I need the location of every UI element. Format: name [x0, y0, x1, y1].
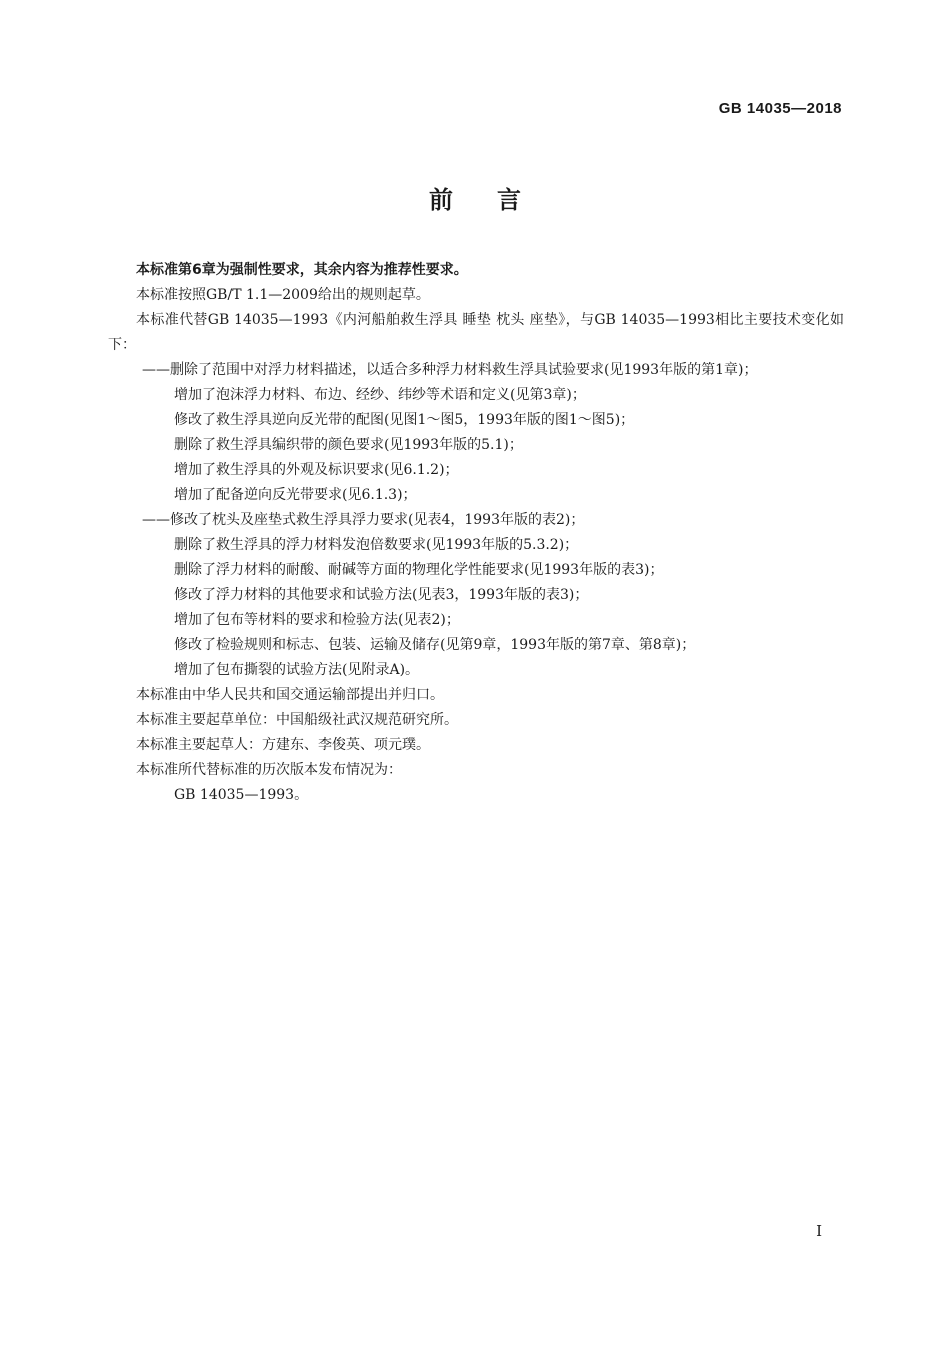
change-group-1-lead: ——删除了范围中对浮力材料描述，以适合多种浮力材料救生浮具试验要求(见1993年版的第1章)； — [142, 362, 758, 378]
change-item: 增加了配备逆向反光带要求(见6.1.3)； — [174, 487, 417, 503]
history-intro: 本标准所代替标准的历次版本发布情况为： — [136, 762, 402, 778]
mandatory-statement: 本标准第6章为强制性要求，其余内容为推荐性要求。 — [136, 262, 468, 278]
change-item: 删除了救生浮具的浮力材料发泡倍数要求(见1993年版的5.3.2)； — [174, 537, 579, 553]
history-item: GB 14035—1993。 — [174, 787, 309, 803]
change-item: 增加了包布等材料的要求和检验方法(见表2)； — [174, 612, 460, 628]
drafting-rules-statement: 本标准按照GB/T 1.1—2009给出的规则起草。 — [136, 287, 430, 303]
standard-code: GB 14035—2018 — [718, 100, 842, 117]
change-item: 增加了包布撕裂的试验方法(见附录A)。 — [174, 662, 420, 678]
foreword-body — [108, 258, 844, 808]
drafting-unit-statement: 本标准主要起草单位：中国船级社武汉规范研究所。 — [136, 712, 458, 728]
change-item: 删除了救生浮具编织带的颜色要求(见1993年版的5.1)； — [174, 437, 523, 453]
change-item: 增加了救生浮具的外观及标识要求(见6.1.2)； — [174, 462, 459, 478]
replacement-statement: 本标准代替GB 14035—1993《内河船舶救生浮具 睡垫 枕头 座垫》，与GB 14035—1993相比主要技术变化如下： — [108, 312, 844, 353]
change-item: 修改了浮力材料的其他要求和试验方法(见表3，1993年版的表3)； — [174, 587, 589, 603]
change-item: 修改了检验规则和标志、包装、运输及储存(见第9章，1993年版的第7章、第8章)； — [174, 637, 696, 653]
drafters-statement: 本标准主要起草人：方建东、李俊英、项元璞。 — [136, 737, 430, 753]
change-item: 增加了泡沫浮力材料、布边、经纱、纬纱等术语和定义(见第3章)； — [174, 387, 586, 403]
change-item: 删除了浮力材料的耐酸、耐碱等方面的物理化学性能要求(见1993年版的表3)； — [174, 562, 664, 578]
change-group-2-lead: ——修改了枕头及座垫式救生浮具浮力要求(见表4，1993年版的表2)； — [142, 512, 585, 528]
page-number: I — [816, 1222, 822, 1240]
proposer-statement: 本标准由中华人民共和国交通运输部提出并归口。 — [136, 687, 444, 703]
change-item: 修改了救生浮具逆向反光带的配图(见图1～图5，1993年版的图1～图5)； — [174, 412, 635, 428]
page-title: 前言 — [429, 186, 565, 214]
